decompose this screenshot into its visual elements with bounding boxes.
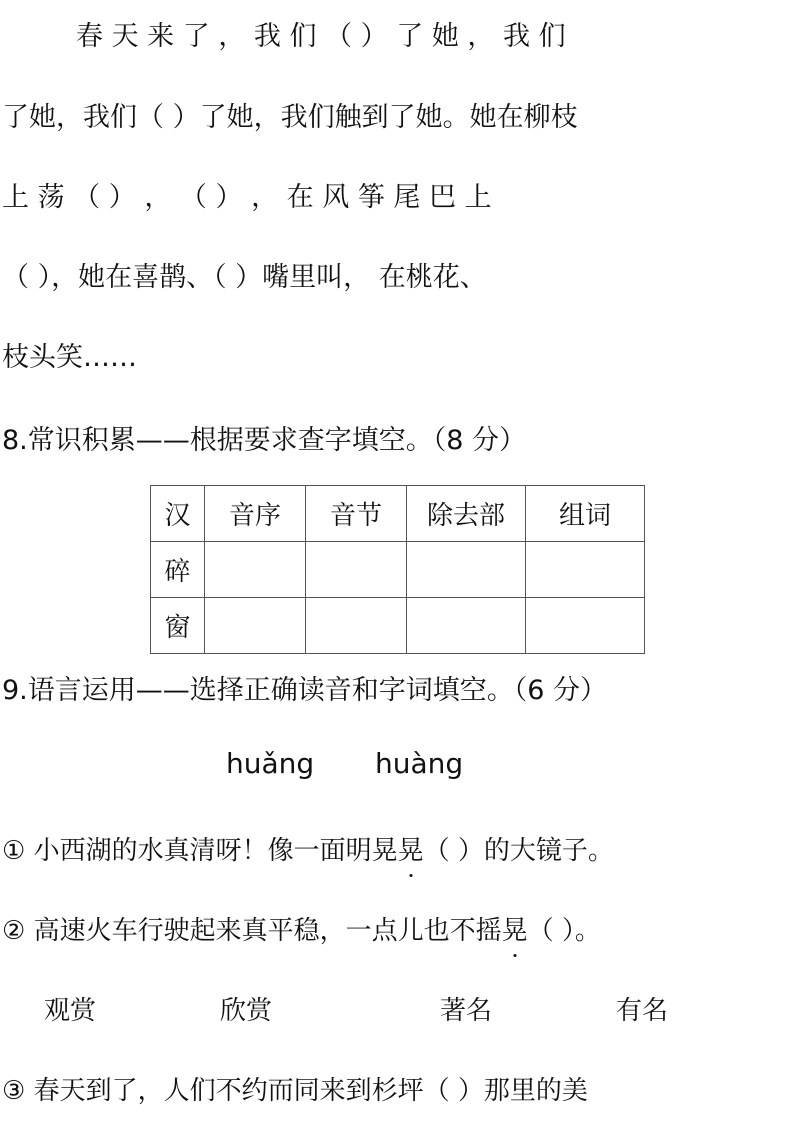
word-option-4: 有名: [616, 996, 669, 1026]
header-yinxu: 音序: [205, 486, 306, 542]
dotted-character: 晃: [502, 910, 528, 947]
answer-cell[interactable]: [205, 598, 306, 654]
sentence-2-text-end: （ ）。: [527, 916, 601, 946]
sentence-2-text-start: 高速火车行驶起来真平稳，一点儿也不摇: [33, 916, 502, 946]
answer-cell[interactable]: [526, 598, 645, 654]
word-option-1: 观赏: [44, 996, 97, 1026]
row-char: 碎: [151, 542, 205, 598]
header-char: 汉: [151, 486, 205, 542]
question-8-heading: 8.常识积累——根据要求查字填空。（8 分）: [2, 425, 527, 456]
answer-cell[interactable]: [407, 542, 526, 598]
paragraph-line-5: 枝头笑……: [2, 342, 137, 373]
sentence-2: [2, 910, 601, 947]
answer-cell[interactable]: [526, 542, 645, 598]
header-zuci: 组词: [526, 486, 645, 542]
sentence-1-number: ①: [2, 836, 26, 866]
pinyin-option-1: huǎng: [226, 747, 315, 780]
paragraph-line-2: 了她，我们（ ）了她，我们触到了她。她在柳枝: [2, 102, 578, 133]
sentence-3-text: 春天到了，人们不约而同来到杉坪（ ）那里的美: [33, 1076, 588, 1106]
answer-cell[interactable]: [205, 542, 306, 598]
sentence-1-text-end: （ ）的大镜子。: [423, 836, 614, 866]
pinyin-option-2: huàng: [375, 747, 464, 780]
answer-cell[interactable]: [306, 598, 407, 654]
word-option-2: 欣赏: [220, 996, 273, 1026]
table-row: [151, 542, 645, 598]
table-header-row: [151, 486, 645, 542]
answer-cell[interactable]: [407, 598, 526, 654]
question-9-heading: 9.语言运用——选择正确读音和字词填空。（6 分）: [2, 675, 608, 706]
paragraph-line-4: （ ），她在喜鹊、（ ）嘴里叫， 在桃花、: [2, 262, 487, 293]
dictionary-table: [150, 485, 645, 654]
sentence-1-text-start: 小西湖的水真清呀！像一面明晃: [33, 836, 398, 866]
answer-cell[interactable]: [306, 542, 407, 598]
word-option-3: 著名: [440, 996, 493, 1026]
header-bushou: 除去部: [407, 486, 526, 542]
paragraph-line-3: 上 荡 （ ） ， （ ） ， 在 风 筝 尾 巴 上: [2, 182, 492, 213]
sentence-1: [2, 830, 614, 867]
sentence-3: [2, 1070, 588, 1107]
dotted-character: 晃: [398, 830, 424, 867]
table-row: [151, 598, 645, 654]
paragraph-line-1: 春 天 来 了 ， 我 们 （ ） 了 她 ， 我 们: [76, 21, 566, 52]
header-yinjie: 音节: [306, 486, 407, 542]
row-char: 窗: [151, 598, 205, 654]
sentence-3-number: ③: [2, 1076, 26, 1106]
sentence-2-number: ②: [2, 916, 26, 946]
